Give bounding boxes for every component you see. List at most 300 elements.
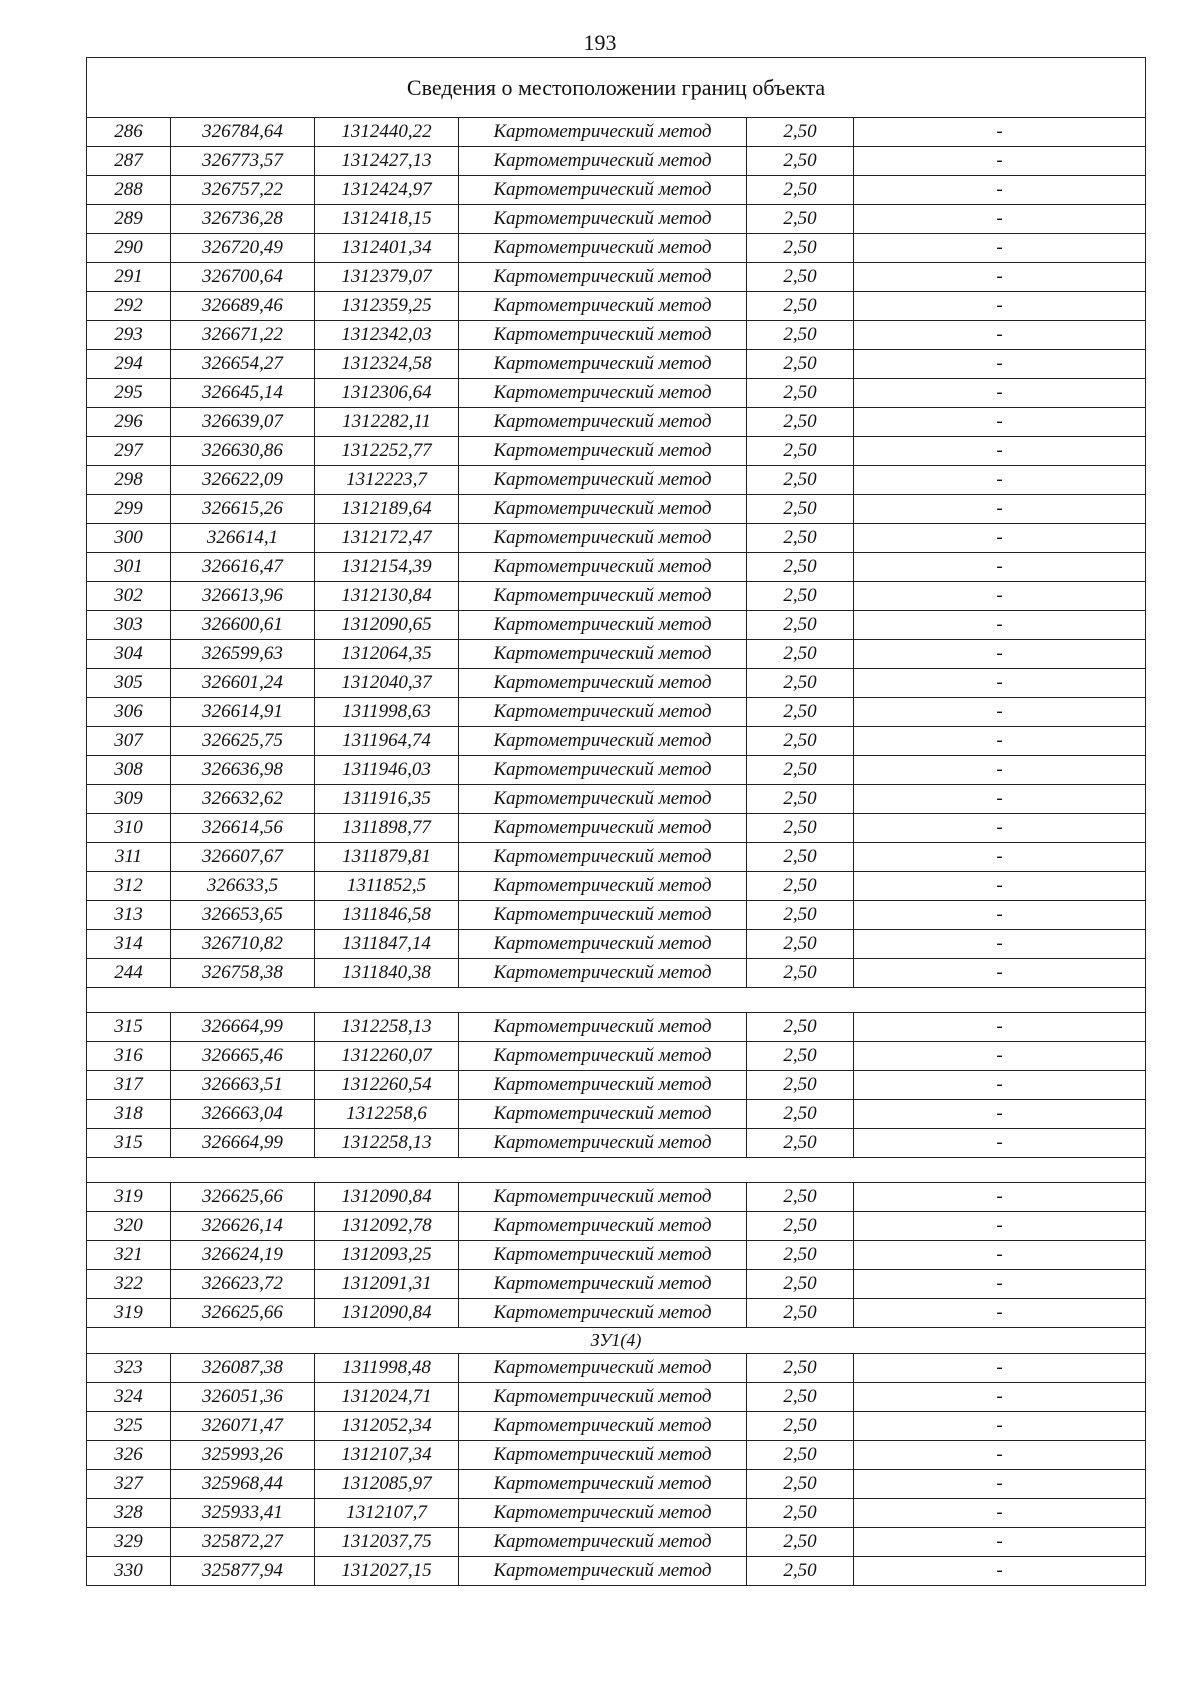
coord-x-cell: 326758,38: [171, 959, 315, 988]
table-row: [87, 785, 1146, 814]
description-cell: -: [854, 524, 1146, 553]
description-cell: -: [854, 582, 1146, 611]
coord-y-cell: 1312424,97: [315, 176, 459, 205]
accuracy-cell: 2,50: [747, 1212, 854, 1241]
coord-y-cell: 1312401,34: [315, 234, 459, 263]
accuracy-cell: 2,50: [747, 843, 854, 872]
boundary-table: [86, 57, 1146, 1586]
method-cell: Картометрический метод: [459, 1100, 747, 1129]
table-row: [87, 466, 1146, 495]
table-row: [87, 640, 1146, 669]
coord-y-cell: 1312440,22: [315, 118, 459, 147]
coord-x-cell: 326664,99: [171, 1013, 315, 1042]
coord-y-cell: 1311916,35: [315, 785, 459, 814]
point-number-cell: 308: [87, 756, 171, 785]
coord-y-cell: 1312107,7: [315, 1499, 459, 1528]
coord-x-cell: 325933,41: [171, 1499, 315, 1528]
coord-x-cell: 326689,46: [171, 292, 315, 321]
coord-y-cell: 1312342,03: [315, 321, 459, 350]
coord-x-cell: 326624,19: [171, 1241, 315, 1270]
coord-x-cell: 326710,82: [171, 930, 315, 959]
table-row: [87, 698, 1146, 727]
coord-y-cell: 1312064,35: [315, 640, 459, 669]
description-cell: -: [854, 1557, 1146, 1586]
point-number-cell: 315: [87, 1013, 171, 1042]
method-cell: Картометрический метод: [459, 408, 747, 437]
description-cell: -: [854, 263, 1146, 292]
coord-x-cell: 326051,36: [171, 1383, 315, 1412]
accuracy-cell: 2,50: [747, 872, 854, 901]
description-cell: -: [854, 669, 1146, 698]
accuracy-cell: 2,50: [747, 176, 854, 205]
table-title-row: [87, 58, 1146, 118]
point-number-cell: 296: [87, 408, 171, 437]
table-row: [87, 582, 1146, 611]
section-separator: [87, 1158, 1146, 1183]
accuracy-cell: 2,50: [747, 1441, 854, 1470]
point-number-cell: 323: [87, 1354, 171, 1383]
coord-x-cell: 326757,22: [171, 176, 315, 205]
coord-y-cell: 1311964,74: [315, 727, 459, 756]
coord-y-cell: 1311852,5: [315, 872, 459, 901]
table-row: [87, 1129, 1146, 1158]
accuracy-cell: 2,50: [747, 756, 854, 785]
description-cell: -: [854, 553, 1146, 582]
point-number-cell: 301: [87, 553, 171, 582]
accuracy-cell: 2,50: [747, 118, 854, 147]
table-row: [87, 1354, 1146, 1383]
coord-y-cell: 1312418,15: [315, 205, 459, 234]
point-number-cell: 328: [87, 1499, 171, 1528]
point-number-cell: 295: [87, 379, 171, 408]
coord-y-cell: 1311879,81: [315, 843, 459, 872]
method-cell: Картометрический метод: [459, 1129, 747, 1158]
method-cell: Картометрический метод: [459, 901, 747, 930]
table-row: [87, 1441, 1146, 1470]
table-row: [87, 321, 1146, 350]
description-cell: -: [854, 379, 1146, 408]
method-cell: Картометрический метод: [459, 1071, 747, 1100]
coord-x-cell: 326626,14: [171, 1212, 315, 1241]
method-cell: Картометрический метод: [459, 1354, 747, 1383]
accuracy-cell: 2,50: [747, 814, 854, 843]
description-cell: -: [854, 176, 1146, 205]
accuracy-cell: 2,50: [747, 1129, 854, 1158]
coord-y-cell: 1312085,97: [315, 1470, 459, 1499]
point-number-cell: 311: [87, 843, 171, 872]
table-row: [87, 234, 1146, 263]
method-cell: Картометрический метод: [459, 234, 747, 263]
description-cell: -: [854, 1013, 1146, 1042]
description-cell: -: [854, 147, 1146, 176]
description-cell: -: [854, 205, 1146, 234]
coord-y-cell: 1311846,58: [315, 901, 459, 930]
point-number-cell: 329: [87, 1528, 171, 1557]
description-cell: -: [854, 1042, 1146, 1071]
point-number-cell: 317: [87, 1071, 171, 1100]
description-cell: -: [854, 843, 1146, 872]
coord-y-cell: 1312024,71: [315, 1383, 459, 1412]
method-cell: Картометрический метод: [459, 727, 747, 756]
method-cell: Картометрический метод: [459, 1557, 747, 1586]
accuracy-cell: 2,50: [747, 1557, 854, 1586]
coord-y-cell: 1312090,84: [315, 1299, 459, 1328]
method-cell: Картометрический метод: [459, 843, 747, 872]
section-label: ЗУ1(4): [87, 1328, 1146, 1354]
table-row: [87, 959, 1146, 988]
accuracy-cell: 2,50: [747, 1013, 854, 1042]
method-cell: Картометрический метод: [459, 640, 747, 669]
table-row: [87, 408, 1146, 437]
coord-y-cell: 1311898,77: [315, 814, 459, 843]
point-number-cell: 320: [87, 1212, 171, 1241]
point-number-cell: 297: [87, 437, 171, 466]
method-cell: Картометрический метод: [459, 292, 747, 321]
method-cell: Картометрический метод: [459, 872, 747, 901]
point-number-cell: 322: [87, 1270, 171, 1299]
coord-x-cell: 326616,47: [171, 553, 315, 582]
description-cell: -: [854, 1412, 1146, 1441]
description-cell: -: [854, 321, 1146, 350]
table-row: [87, 1557, 1146, 1586]
point-number-cell: 303: [87, 611, 171, 640]
point-number-cell: 325: [87, 1412, 171, 1441]
description-cell: -: [854, 1270, 1146, 1299]
accuracy-cell: 2,50: [747, 582, 854, 611]
accuracy-cell: 2,50: [747, 466, 854, 495]
description-cell: -: [854, 1212, 1146, 1241]
description-cell: -: [854, 785, 1146, 814]
coord-x-cell: 326623,72: [171, 1270, 315, 1299]
coord-y-cell: 1312130,84: [315, 582, 459, 611]
method-cell: Картометрический метод: [459, 1499, 747, 1528]
point-number-cell: 318: [87, 1100, 171, 1129]
coord-y-cell: 1311847,14: [315, 930, 459, 959]
coord-x-cell: 326663,51: [171, 1071, 315, 1100]
coord-x-cell: 326700,64: [171, 263, 315, 292]
coord-x-cell: 326601,24: [171, 669, 315, 698]
coord-x-cell: 326630,86: [171, 437, 315, 466]
accuracy-cell: 2,50: [747, 785, 854, 814]
method-cell: Картометрический метод: [459, 379, 747, 408]
coord-y-cell: 1312223,7: [315, 466, 459, 495]
coord-y-cell: 1312282,11: [315, 408, 459, 437]
description-cell: -: [854, 814, 1146, 843]
point-number-cell: 289: [87, 205, 171, 234]
table-row: [87, 1270, 1146, 1299]
description-cell: -: [854, 1183, 1146, 1212]
table-row: [87, 1499, 1146, 1528]
point-number-cell: 300: [87, 524, 171, 553]
accuracy-cell: 2,50: [747, 901, 854, 930]
method-cell: Картометрический метод: [459, 1270, 747, 1299]
coord-x-cell: 326614,1: [171, 524, 315, 553]
method-cell: Картометрический метод: [459, 814, 747, 843]
coord-x-cell: 326639,07: [171, 408, 315, 437]
accuracy-cell: 2,50: [747, 408, 854, 437]
coord-x-cell: 326633,5: [171, 872, 315, 901]
point-number-cell: 287: [87, 147, 171, 176]
point-number-cell: 316: [87, 1042, 171, 1071]
point-number-cell: 307: [87, 727, 171, 756]
method-cell: Картометрический метод: [459, 1412, 747, 1441]
accuracy-cell: 2,50: [747, 292, 854, 321]
method-cell: Картометрический метод: [459, 176, 747, 205]
accuracy-cell: 2,50: [747, 495, 854, 524]
accuracy-cell: 2,50: [747, 1042, 854, 1071]
point-number-cell: 298: [87, 466, 171, 495]
table-row: [87, 1528, 1146, 1557]
point-number-cell: 290: [87, 234, 171, 263]
point-number-cell: 326: [87, 1441, 171, 1470]
accuracy-cell: 2,50: [747, 437, 854, 466]
coord-x-cell: 326613,96: [171, 582, 315, 611]
method-cell: Картометрический метод: [459, 350, 747, 379]
description-cell: -: [854, 1383, 1146, 1412]
point-number-cell: 292: [87, 292, 171, 321]
table-row: [87, 1071, 1146, 1100]
coord-x-cell: 326773,57: [171, 147, 315, 176]
point-number-cell: 327: [87, 1470, 171, 1499]
point-number-cell: 302: [87, 582, 171, 611]
coord-y-cell: 1312040,37: [315, 669, 459, 698]
coord-x-cell: 326625,75: [171, 727, 315, 756]
coord-x-cell: 326784,64: [171, 118, 315, 147]
coord-x-cell: 326614,56: [171, 814, 315, 843]
coord-y-cell: 1312091,31: [315, 1270, 459, 1299]
description-cell: -: [854, 408, 1146, 437]
accuracy-cell: 2,50: [747, 669, 854, 698]
method-cell: Картометрический метод: [459, 321, 747, 350]
accuracy-cell: 2,50: [747, 1383, 854, 1412]
point-number-cell: 330: [87, 1557, 171, 1586]
method-cell: Картометрический метод: [459, 756, 747, 785]
coord-x-cell: 326622,09: [171, 466, 315, 495]
point-number-cell: 244: [87, 959, 171, 988]
table-row: [87, 756, 1146, 785]
point-number-cell: 304: [87, 640, 171, 669]
coord-y-cell: 1312027,15: [315, 1557, 459, 1586]
description-cell: -: [854, 1241, 1146, 1270]
description-cell: -: [854, 930, 1146, 959]
table-row: [87, 814, 1146, 843]
table-row: [87, 1383, 1146, 1412]
coord-x-cell: 326607,67: [171, 843, 315, 872]
method-cell: Картометрический метод: [459, 1042, 747, 1071]
method-cell: Картометрический метод: [459, 495, 747, 524]
method-cell: Картометрический метод: [459, 205, 747, 234]
coord-y-cell: 1312107,34: [315, 1441, 459, 1470]
method-cell: Картометрический метод: [459, 582, 747, 611]
method-cell: Картометрический метод: [459, 553, 747, 582]
table-row: [87, 379, 1146, 408]
method-cell: Картометрический метод: [459, 1183, 747, 1212]
method-cell: Картометрический метод: [459, 437, 747, 466]
method-cell: Картометрический метод: [459, 930, 747, 959]
description-cell: -: [854, 756, 1146, 785]
table-row: [87, 553, 1146, 582]
coord-x-cell: 326720,49: [171, 234, 315, 263]
point-number-cell: 299: [87, 495, 171, 524]
point-number-cell: 312: [87, 872, 171, 901]
point-number-cell: 319: [87, 1183, 171, 1212]
accuracy-cell: 2,50: [747, 379, 854, 408]
point-number-cell: 324: [87, 1383, 171, 1412]
coord-x-cell: 325968,44: [171, 1470, 315, 1499]
table-row: [87, 901, 1146, 930]
point-number-cell: 309: [87, 785, 171, 814]
description-cell: -: [854, 292, 1146, 321]
table-row: [87, 350, 1146, 379]
description-cell: -: [854, 1499, 1146, 1528]
table-row: [87, 118, 1146, 147]
table-row: [87, 930, 1146, 959]
method-cell: Картометрический метод: [459, 1241, 747, 1270]
coord-x-cell: 326664,99: [171, 1129, 315, 1158]
table-row: [87, 843, 1146, 872]
point-number-cell: 291: [87, 263, 171, 292]
table-row: [87, 1470, 1146, 1499]
coord-y-cell: 1311840,38: [315, 959, 459, 988]
table-row: [87, 727, 1146, 756]
table-row: [87, 292, 1146, 321]
description-cell: -: [854, 118, 1146, 147]
description-cell: -: [854, 1071, 1146, 1100]
coord-y-cell: 1312359,25: [315, 292, 459, 321]
accuracy-cell: 2,50: [747, 350, 854, 379]
accuracy-cell: 2,50: [747, 553, 854, 582]
coord-x-cell: 326614,91: [171, 698, 315, 727]
coord-x-cell: 326636,98: [171, 756, 315, 785]
coord-x-cell: 326599,63: [171, 640, 315, 669]
accuracy-cell: 2,50: [747, 727, 854, 756]
description-cell: -: [854, 872, 1146, 901]
method-cell: Картометрический метод: [459, 785, 747, 814]
coord-y-cell: 1312258,6: [315, 1100, 459, 1129]
accuracy-cell: 2,50: [747, 1183, 854, 1212]
method-cell: Картометрический метод: [459, 524, 747, 553]
description-cell: -: [854, 959, 1146, 988]
point-number-cell: 286: [87, 118, 171, 147]
coord-y-cell: 1312172,47: [315, 524, 459, 553]
page-number: 193: [583, 30, 617, 55]
table-row: [87, 1013, 1146, 1042]
method-cell: Картометрический метод: [459, 698, 747, 727]
section-separator-row: [87, 988, 1146, 1013]
accuracy-cell: 2,50: [747, 611, 854, 640]
table-title: Сведения о местоположении границ объекта: [87, 58, 1146, 118]
method-cell: Картометрический метод: [459, 1470, 747, 1499]
description-cell: -: [854, 640, 1146, 669]
coord-x-cell: 325872,27: [171, 1528, 315, 1557]
coord-y-cell: 1311998,63: [315, 698, 459, 727]
method-cell: Картометрический метод: [459, 1528, 747, 1557]
method-cell: Картометрический метод: [459, 1441, 747, 1470]
accuracy-cell: 2,50: [747, 147, 854, 176]
description-cell: -: [854, 1354, 1146, 1383]
point-number-cell: 310: [87, 814, 171, 843]
point-number-cell: 321: [87, 1241, 171, 1270]
accuracy-cell: 2,50: [747, 1354, 854, 1383]
coord-x-cell: 326654,27: [171, 350, 315, 379]
description-cell: -: [854, 611, 1146, 640]
table-row: [87, 437, 1146, 466]
table-row: [87, 263, 1146, 292]
accuracy-cell: 2,50: [747, 1412, 854, 1441]
accuracy-cell: 2,50: [747, 1100, 854, 1129]
accuracy-cell: 2,50: [747, 930, 854, 959]
accuracy-cell: 2,50: [747, 1299, 854, 1328]
coord-y-cell: 1312258,13: [315, 1129, 459, 1158]
point-number-cell: 294: [87, 350, 171, 379]
coord-x-cell: 326653,65: [171, 901, 315, 930]
coord-y-cell: 1312260,07: [315, 1042, 459, 1071]
table-row: [87, 1241, 1146, 1270]
coord-x-cell: 326671,22: [171, 321, 315, 350]
description-cell: -: [854, 698, 1146, 727]
description-cell: -: [854, 1470, 1146, 1499]
table-row: [87, 611, 1146, 640]
coord-x-cell: 326625,66: [171, 1299, 315, 1328]
method-cell: Картометрический метод: [459, 1212, 747, 1241]
coord-y-cell: 1312090,84: [315, 1183, 459, 1212]
coord-y-cell: 1312189,64: [315, 495, 459, 524]
coord-y-cell: 1312306,64: [315, 379, 459, 408]
description-cell: -: [854, 727, 1146, 756]
method-cell: Картометрический метод: [459, 118, 747, 147]
coord-x-cell: 326615,26: [171, 495, 315, 524]
description-cell: -: [854, 437, 1146, 466]
section-separator-row: [87, 1158, 1146, 1183]
accuracy-cell: 2,50: [747, 321, 854, 350]
coord-x-cell: 326087,38: [171, 1354, 315, 1383]
method-cell: Картометрический метод: [459, 1013, 747, 1042]
accuracy-cell: 2,50: [747, 698, 854, 727]
method-cell: Картометрический метод: [459, 669, 747, 698]
method-cell: Картометрический метод: [459, 147, 747, 176]
table-row: [87, 147, 1146, 176]
method-cell: Картометрический метод: [459, 1383, 747, 1412]
coord-x-cell: 325877,94: [171, 1557, 315, 1586]
accuracy-cell: 2,50: [747, 959, 854, 988]
method-cell: Картометрический метод: [459, 611, 747, 640]
point-number-cell: 306: [87, 698, 171, 727]
accuracy-cell: 2,50: [747, 640, 854, 669]
accuracy-cell: 2,50: [747, 1528, 854, 1557]
coord-y-cell: 1312154,39: [315, 553, 459, 582]
description-cell: -: [854, 1441, 1146, 1470]
accuracy-cell: 2,50: [747, 1241, 854, 1270]
table-row: [87, 1212, 1146, 1241]
coord-y-cell: 1312052,34: [315, 1412, 459, 1441]
coord-y-cell: 1312252,77: [315, 437, 459, 466]
coord-x-cell: 326736,28: [171, 205, 315, 234]
table-row: [87, 495, 1146, 524]
point-number-cell: 315: [87, 1129, 171, 1158]
point-number-cell: 293: [87, 321, 171, 350]
accuracy-cell: 2,50: [747, 1270, 854, 1299]
coord-x-cell: 326645,14: [171, 379, 315, 408]
coord-y-cell: 1311946,03: [315, 756, 459, 785]
coord-x-cell: 326663,04: [171, 1100, 315, 1129]
coord-y-cell: 1312324,58: [315, 350, 459, 379]
table-row: [87, 176, 1146, 205]
method-cell: Картометрический метод: [459, 959, 747, 988]
accuracy-cell: 2,50: [747, 263, 854, 292]
coord-y-cell: 1312379,07: [315, 263, 459, 292]
table-row: [87, 205, 1146, 234]
table-row: [87, 1100, 1146, 1129]
